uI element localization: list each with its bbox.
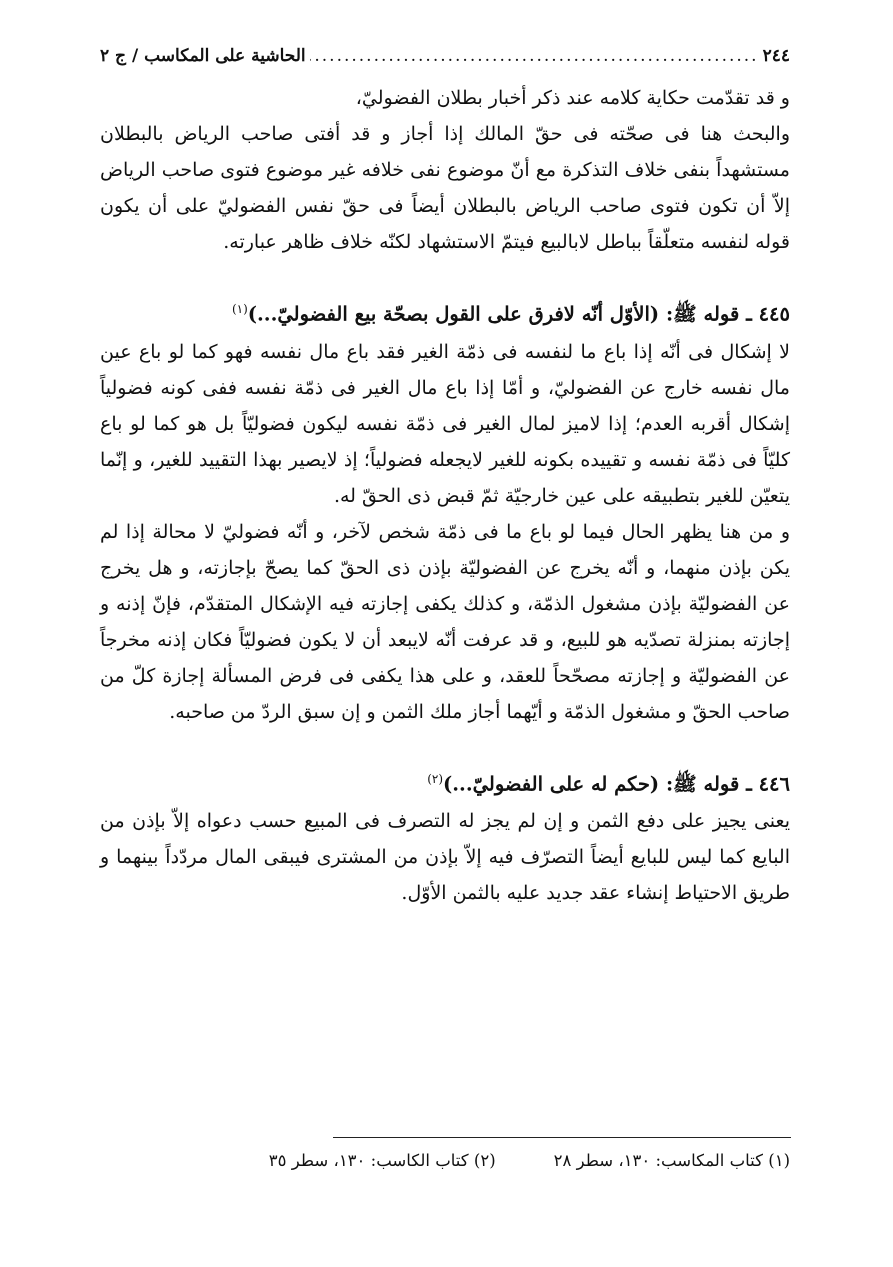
leader-dots — [310, 46, 759, 66]
heading-445-text: ٤٤٥ ـ قوله ﷺ: (الأوّل أنّه لافرق على القول بصحّة بيع الفضوليّ...) — [247, 302, 790, 326]
main-text — [100, 80, 790, 911]
paragraph-5: يعنى يجيز على دفع الثمن و إن لم يجز له التصرف فى المبيع حسب دعواه إلاّ بإذن من البايع كما ليس للبايع أيضاً التصرّف فيه إلاّ بإذن من المشترى فيبقى المال مردّداً بينهما و طريق الاحتياط إنشاء عقد جديد عليه بالثمن الأوّل. — [100, 810, 790, 904]
paragraph-1: و قد تقدّمت حكاية كلامه عند ذكر أخبار بطلان الفضوليّ، — [355, 87, 790, 109]
paragraph-2: والبحث هنا فى صحّته فى حقّ المالك إذا أجاز و قد أفتى صاحب الرياض بالبطلان مستشهداً بنفى خلاف التذكرة مع أنّ موضوع نفى خلافه غير موضوع فتوى صاحب الرياض إلاّ أن تكون فتوى صاحب الرياض بالبطلان أيضاً فى حقّ نفس الفضوليّ على أن يكون قوله لنفسه متعلّقاً بباطل لابالبيع فيتمّ الاستشهاد لكنّه خلاف ظاهر عبارته. — [100, 123, 790, 253]
running-header — [100, 32, 790, 66]
section-heading-446 — [100, 760, 790, 804]
section-heading-445 — [100, 290, 790, 334]
heading-446-text: ٤٤٦ ـ قوله ﷺ: (حكم له على الفضوليّ...) — [443, 772, 790, 795]
footnote-1: (١) كتاب المكاسب: ١٣٠، سطر ٢٨ — [553, 1151, 790, 1170]
footnotes — [100, 1148, 790, 1174]
paragraph-3: لا إشكال فى أنّه إذا باع ما لنفسه فى ذمّة الغير فقد باع مال نفسه فهو كما لو باع عين مال نفسه خارج عن الفضوليّ، و أمّا إذا باع مال الغير فى ذمّة نفسه ففى كونه فضولياً إشكال أقربه العدم؛ إذا لاميز لمال الغير فى ذمّة نفسه ليكون فضوليّاً بل هو كما لو باع كليّاً فى ذمّة نفسه و تقييده بكونه للغير لايجعله فضولياً؛ إذ لايصير بهذا التقييد للغير، و إنّما يتعيّن للغير بتطبيقه على عين خارجيّة ثمّ قبض ذى الحقّ له. — [100, 340, 790, 507]
footnote-ref-1: (١) — [231, 302, 248, 316]
paragraph-4: و من هنا يظهر الحال فيما لو باع ما فى ذمّة شخص لآخر، و أنّه فضوليّ لا محالة إذا لم يكن بإذن منهما، و أنّه يخرج عن الفضوليّة بإذن ذى الحقّ كما يصحّ بإجازته، و هل يخرج عن الفضوليّة بإذن مشغول الذمّة، و كذلك يكفى إجازته فيه الإشكال المتقدّم، فإنّ إذنه و إجازته بمنزلة تصدّيه هو للبيع، و قد عرفت أنّه لايبعد أن لا يكون فضوليّاً فكان إذنه مخرجاً عن الفضوليّة و إجازته مصحّحاً للعقد، و على هذا يكفى فى فرض المسألة إجازة كلّ من صاحب الحقّ و مشغول الذمّة و أيّهما أجاز ملك الثمن و إن سبق الردّ من صاحبه. — [100, 520, 790, 723]
footnote-2: (٢) كتاب الكاسب: ١٣٠، سطر ٣٥ — [268, 1151, 496, 1170]
footnote-separator — [333, 1137, 791, 1138]
page-number: ٢٤٤ — [762, 46, 790, 66]
running-title: الحاشية على المكاسب / ج ٢ — [100, 46, 306, 66]
footnote-ref-2: (٢) — [427, 771, 444, 786]
